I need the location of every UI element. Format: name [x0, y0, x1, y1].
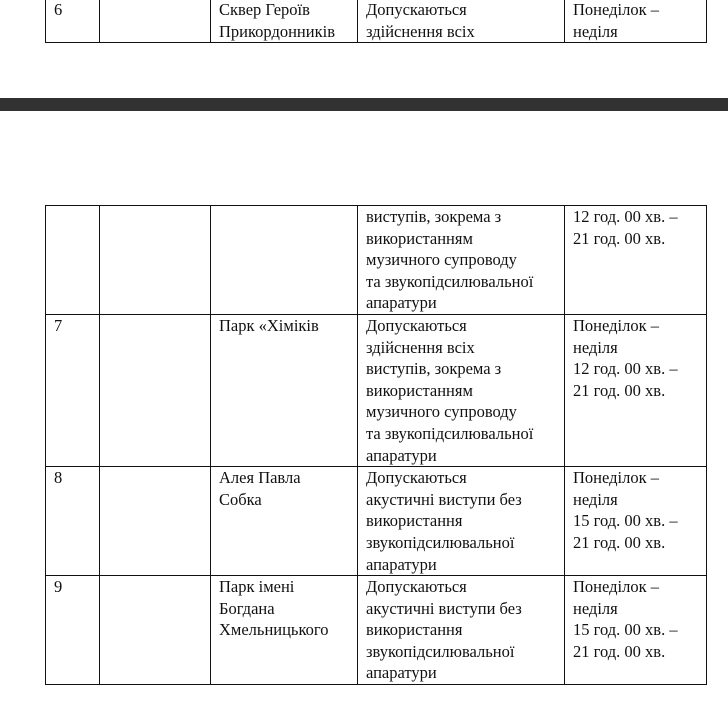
cell-schedule-line: Понеділок –: [573, 577, 659, 597]
cell-rules: [358, 0, 565, 43]
cell-schedule-line: неділя: [573, 489, 618, 509]
cell-blank: [100, 314, 211, 466]
cell-rules-line: апаратури: [366, 663, 437, 683]
cell-blank: [100, 206, 211, 315]
cell-schedule: [565, 314, 707, 466]
cell-schedule-line: 15 год. 00 хв. –: [573, 620, 678, 640]
cell-rules-line: виступів, зокрема з: [366, 207, 502, 226]
cell-schedule-line: 21 год. 00 хв.: [573, 641, 666, 661]
cell-schedule-line: неділя: [573, 337, 618, 357]
cell-rules-line: апаратури: [366, 293, 437, 313]
cell-schedule-line: Понеділок –: [573, 315, 659, 335]
cell-place-line: Прикордонників: [219, 21, 335, 41]
cell-rules: [358, 467, 565, 576]
cell-rules-line: музичного супроводу: [366, 402, 517, 422]
cell-schedule-line: 12 год. 00 хв. –: [573, 207, 678, 226]
cell-rules-line: та звукопідсилювальної: [366, 423, 534, 443]
table-row: [46, 0, 707, 43]
cell-rules: [358, 576, 565, 685]
cell-schedule-line: 21 год. 00 хв.: [573, 228, 666, 248]
cell-rules-line: апаратури: [366, 445, 437, 465]
cell-rules-line: апаратури: [366, 554, 437, 574]
cell-number: 9: [46, 576, 100, 685]
cell-rules-line: Допускаються: [366, 315, 467, 335]
cell-rules: [358, 206, 565, 315]
cell-place-line: Парк імені: [219, 577, 295, 597]
cell-number: 8: [46, 467, 100, 576]
cell-schedule-line: неділя: [573, 21, 618, 41]
table-row: [46, 206, 707, 315]
cell-blank: [100, 467, 211, 576]
table-body-bottom: [46, 206, 707, 685]
cell-number: 6: [46, 0, 100, 43]
cell-rules-line: музичного супроводу: [366, 250, 517, 270]
cell-schedule: [565, 467, 707, 576]
cell-schedule: [565, 206, 707, 315]
cell-rules-line: Допускаються: [366, 577, 467, 597]
cell-rules-line: використанням: [366, 380, 473, 400]
cell-schedule-line: Понеділок –: [573, 468, 659, 488]
cell-rules-line: використанням: [366, 228, 473, 248]
cell-schedule: [565, 0, 707, 43]
cell-blank: [100, 576, 211, 685]
cell-rules-line: Допускаються: [366, 0, 467, 19]
cell-rules-line: виступів, зокрема з: [366, 359, 502, 379]
cell-place-line: Собка: [219, 489, 262, 509]
cell-rules-line: акустичні виступи без: [366, 489, 522, 509]
table-row: [46, 576, 707, 685]
page-break-divider: [0, 98, 728, 111]
cell-schedule-line: 15 год. 00 хв. –: [573, 511, 678, 531]
cell-place: [211, 0, 358, 43]
cell-schedule-line: неділя: [573, 598, 618, 618]
cell-rules-line: та звукопідсилювальної: [366, 271, 534, 291]
cell-schedule-line: 21 год. 00 хв.: [573, 380, 666, 400]
cell-place-line: Сквер Героїв: [219, 0, 310, 19]
cell-rules-line: акустичні виступи без: [366, 598, 522, 618]
cell-place: [211, 206, 358, 315]
cell-place-line: Парк «Хіміків: [219, 315, 319, 335]
cell-place: [211, 576, 358, 685]
cell-schedule-line: 21 год. 00 хв.: [573, 532, 666, 552]
cell-schedule-line: Понеділок –: [573, 0, 659, 19]
cell-schedule-line: 12 год. 00 хв. –: [573, 359, 678, 379]
cell-rules-line: використання: [366, 620, 463, 640]
cell-rules-line: звукопідсилювальної: [366, 641, 515, 661]
cell-schedule: [565, 576, 707, 685]
cell-number: [46, 206, 100, 315]
cell-rules-line: здійснення всіх: [366, 21, 475, 41]
cell-place: [211, 467, 358, 576]
table-row: [46, 467, 707, 576]
schedule-table-bottom-fragment: [45, 205, 707, 685]
cell-place-line: Богдана: [219, 598, 275, 618]
cell-place: [211, 314, 358, 466]
cell-rules-line: Допускаються: [366, 468, 467, 488]
cell-rules-line: використання: [366, 511, 463, 531]
cell-rules: [358, 314, 565, 466]
cell-rules-line: здійснення всіх: [366, 337, 475, 357]
table-body-top: [46, 0, 707, 43]
cell-rules-line: звукопідсилювальної: [366, 532, 515, 552]
schedule-table-top-fragment: [45, 0, 707, 43]
table-row: [46, 314, 707, 466]
cell-number: 7: [46, 314, 100, 466]
cell-place-line: Хмельницького: [219, 620, 329, 640]
cell-place-line: Алея Павла: [219, 468, 301, 488]
cell-blank: [100, 0, 211, 43]
